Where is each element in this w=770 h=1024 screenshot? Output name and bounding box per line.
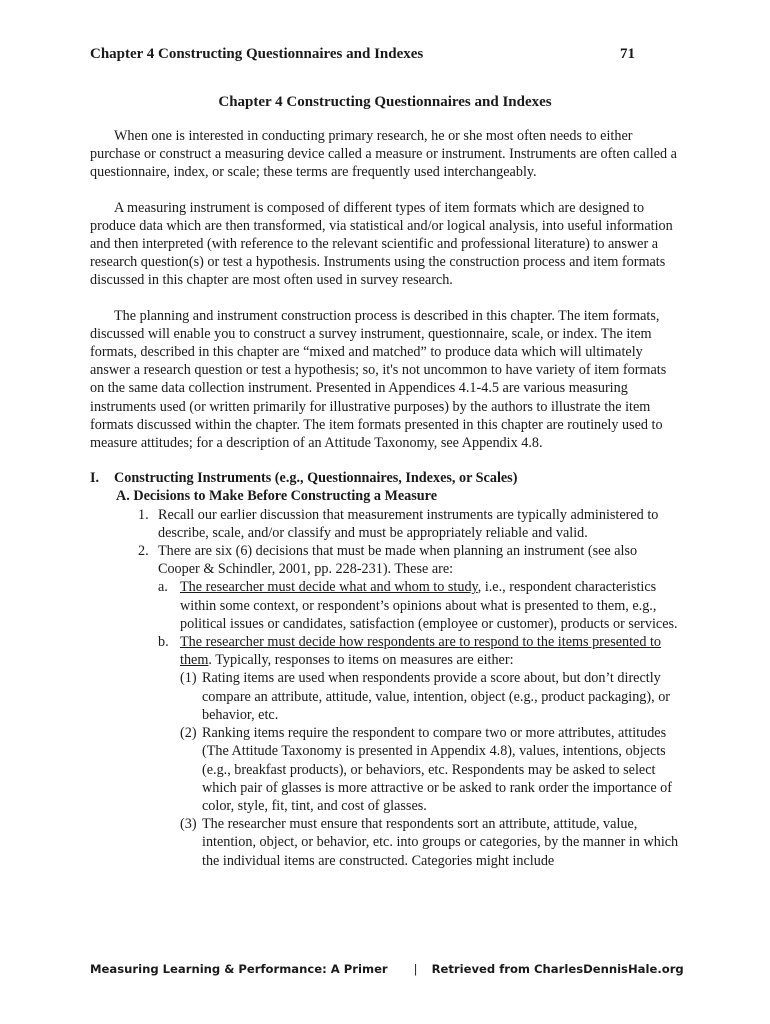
sub-item-1-text: Rating items are used when respondents provide a score about, but don’t directly compare an attribute, attitude, value, intention, object (e.g., product packaging), or behavior, etc. (202, 670, 671, 723)
list-item-2b-text: . Typically, responses to items on measures are either: (208, 652, 514, 669)
section-i-heading (90, 469, 682, 487)
page-footer (90, 962, 684, 976)
section-i-title: Constructing Instruments (e.g., Questionnaires, Indexes, or Scales) (114, 470, 518, 487)
paragraph-3: The planning and instrument construction process is described in this chapter. The item formats, discussed will enable you to construct a survey instrument, questionnaire, scale, or index. The item formats, described in this chapter are “mixed and matched” to produce data which will ultimately answer a research question or test a hypothesis; so, it's not uncommon to have variety of item formats on the same data collection instrument. Presented in Appendices 4.1-4.5 are various measuring instruments used (or written primarily for illustrative purposes) by the authors to illustrate the item formats discussed within the chapter. The item formats presented in this chapter are routinely used to measure attitudes; for a description of an Attitude Taxonomy, see Appendix 4.8. (90, 307, 667, 452)
sub-list (180, 669, 682, 869)
sub-item-2-text: Ranking items require the respondent to compare two or more attributes, attitudes (The Attitude Taxonomy is presented in Appendix 4.8), values, intentions, objects (e.g., breakfast products), or behaviors, etc. Respondents may be asked to select which pair of glasses is more attractive or be asked to rank order the importance of color, style, fit, tint, and cost of glasses. (202, 725, 672, 814)
list-item-2a-text: , i.e., respondent characteristics within some context, or respondent’s opinions about what is presented to them, e.g., political issues or candidates, satisfaction (employee or customer), products or services. (180, 579, 678, 632)
list-item-2a (158, 578, 682, 633)
footer-source: Retrieved from CharlesDennisHale.org (431, 962, 684, 976)
numbered-list (90, 506, 682, 870)
list-item-2b-underlined: The researcher must decide how respondents are to respond to the items presented to them (180, 634, 662, 669)
running-title: Chapter 4 Constructing Questionnaires and Indexes (90, 46, 424, 62)
section-a-heading: A. Decisions to Make Before Constructing a Measure (116, 488, 438, 505)
footer-separator: | (413, 962, 418, 976)
list-item-1 (138, 506, 682, 542)
list-item-2-number: 2. (138, 543, 149, 560)
list-item-1-number: 1. (138, 506, 149, 523)
paragraph-2: A measuring instrument is composed of different types of item formats which are designed to produce data which are then transformed, via statistical and/or logical analysis, into useful information and then interpreted (with reference to the relevant scientific and professional literature) to answer a research question(s) or test a hypothesis. Instruments using the construction process and item formats discussed in this chapter are most often used in survey research. (90, 199, 673, 289)
lettered-list (158, 578, 682, 869)
list-item-2-text: There are six (6) decisions that must be made when planning an instrument (see also Cooper & Schindler, 2001, pp. 228-231). These are: (158, 543, 638, 578)
sub-item-3 (180, 815, 682, 870)
list-item-2b (158, 633, 682, 870)
list-item-2 (138, 542, 682, 870)
section-i-marker: I. (90, 470, 100, 487)
list-item-2b-letter: b. (158, 634, 169, 651)
sub-item-1-number: (1) (180, 670, 197, 687)
running-header (90, 46, 635, 63)
list-item-1-text: Recall our earlier discussion that measurement instruments are typically administered to describe, scale, and/or classify and must be appropriately reliable and valid. (158, 506, 659, 541)
sub-item-2-number: (2) (180, 725, 197, 742)
paragraph-1: When one is interested in conducting primary research, he or she most often needs to either purchase or construct a measuring device called a measure or instrument. Instruments are often called a questionnaire, index, or scale; these terms are frequently used interchangeably. (90, 128, 677, 181)
chapter-title: Chapter 4 Constructing Questionnaires and Indexes (218, 94, 552, 110)
sub-item-3-text: The researcher must ensure that respondents sort an attribute, attitude, value, intention, object, or behavior, etc. into groups or categories, by the manner in which the individual items are constructed. Categories might include (202, 816, 679, 869)
page-number: 71 (620, 46, 635, 62)
footer-book-title: Measuring Learning & Performance: A Primer (90, 962, 388, 976)
sub-item-3-number: (3) (180, 816, 197, 833)
list-item-2a-underlined: The researcher must decide what and whom to study (180, 579, 478, 596)
sub-item-2 (180, 724, 682, 815)
sub-item-1 (180, 669, 682, 724)
document-body (90, 127, 682, 870)
list-item-2a-letter: a. (158, 579, 168, 596)
